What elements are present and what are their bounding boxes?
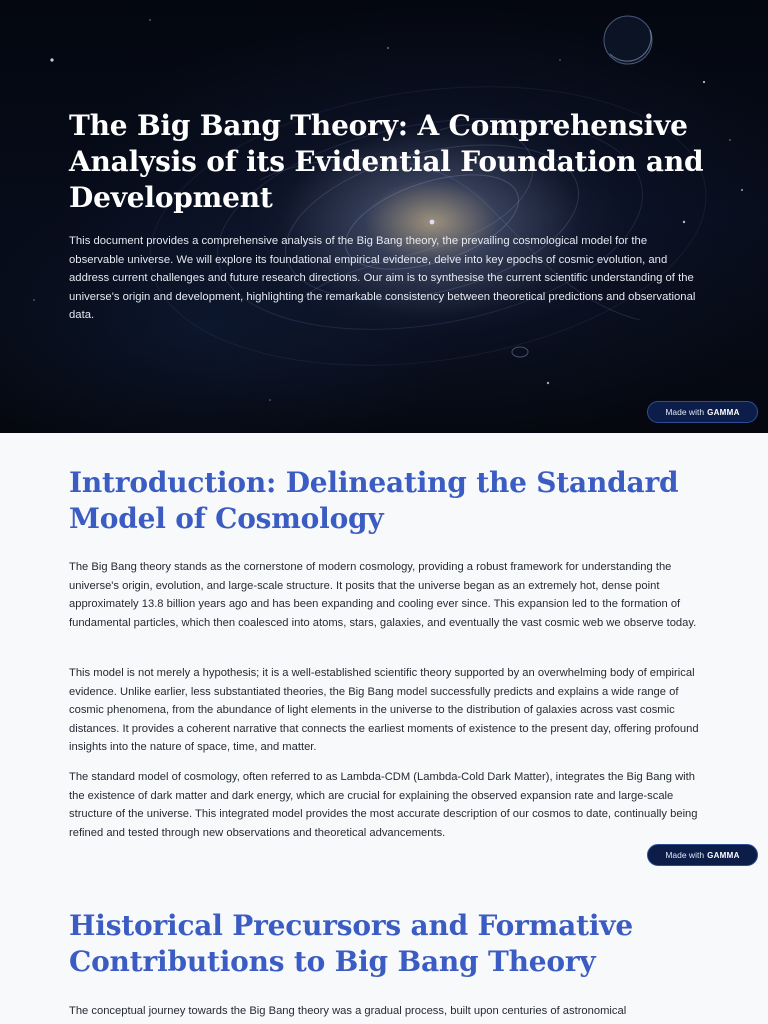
history-paragraph-1: The conceptual journey towards the Big Bang theory was a gradual process, built upon centuries of astronomical: [69, 1005, 627, 1017]
history-heading: Historical Precursors and Formative Contributions to Big Bang Theory: [69, 909, 633, 978]
hero-card: [0, 0, 768, 433]
badge-made-with-label: Made with: [665, 850, 705, 860]
introduction-paragraph-1: The Big Bang theory stands as the cornerstone of modern cosmology, providing a robust framework for understanding the universe's origin, evolution, and large-scale structure. It posits that the universe began as an extremely hot, dense point approximately 13.8 billion years ago and has been expanding and cooling ever since. This expansion led to the formation of fundamental particles, which then coalesced into atoms, stars, galaxies, and eventually the vast cosmic web we observe today.: [69, 561, 697, 629]
introduction-paragraph-3: The standard model of cosmology, often referred to as Lambda-CDM (Lambda-Cold Dark Matter), integrates the Big Bang with the existence of dark matter and dark energy, which are crucial for explaining the observed expansion rate and large-scale structure of the universe. This integrated model provides the most accurate description of our cosmos to date, continually being refined and tested through new observations and theoretical advancements.: [69, 771, 698, 839]
made-with-gamma-badge[interactable]: [647, 401, 758, 423]
galaxy-background-image: [0, 0, 768, 433]
page-title: The Big Bang Theory: A Comprehensive Analysis of its Evidential Foundation and Development: [69, 109, 704, 214]
made-with-gamma-badge-2[interactable]: [647, 844, 758, 866]
gamma-logo: GAMMA: [707, 850, 740, 860]
badge-made-with-label: Made with: [665, 407, 705, 417]
introduction-heading: Introduction: Delineating the Standard Model of Cosmology: [69, 466, 679, 535]
hero-intro-text: This document provides a comprehensive analysis of the Big Bang theory, the prevailing cosmological model for the observable universe. We will explore its foundational empirical evidence, delve into key epochs of cosmic evolution, and address current challenges and future research directions. Our aim is to synthesise the current scientific understanding of the universe's origin and development, highlighting the remarkable consistency between theoretical predictions and observational data.: [69, 235, 696, 322]
introduction-paragraph-2: This model is not merely a hypothesis; it is a well-established scientific theory supported by an overwhelming body of empirical evidence. Unlike earlier, less substantiated theories, the Big Bang model successfully predicts and explains a wide range of cosmic phenomena, from the abundance of light elements in the universe to the distribution of galaxies across vast cosmic distances. It provides a coherent narrative that connects the earliest moments of existence to the present day, offering profound insights into the nature of space, time, and matter.: [69, 667, 699, 754]
gamma-logo: GAMMA: [707, 407, 740, 417]
